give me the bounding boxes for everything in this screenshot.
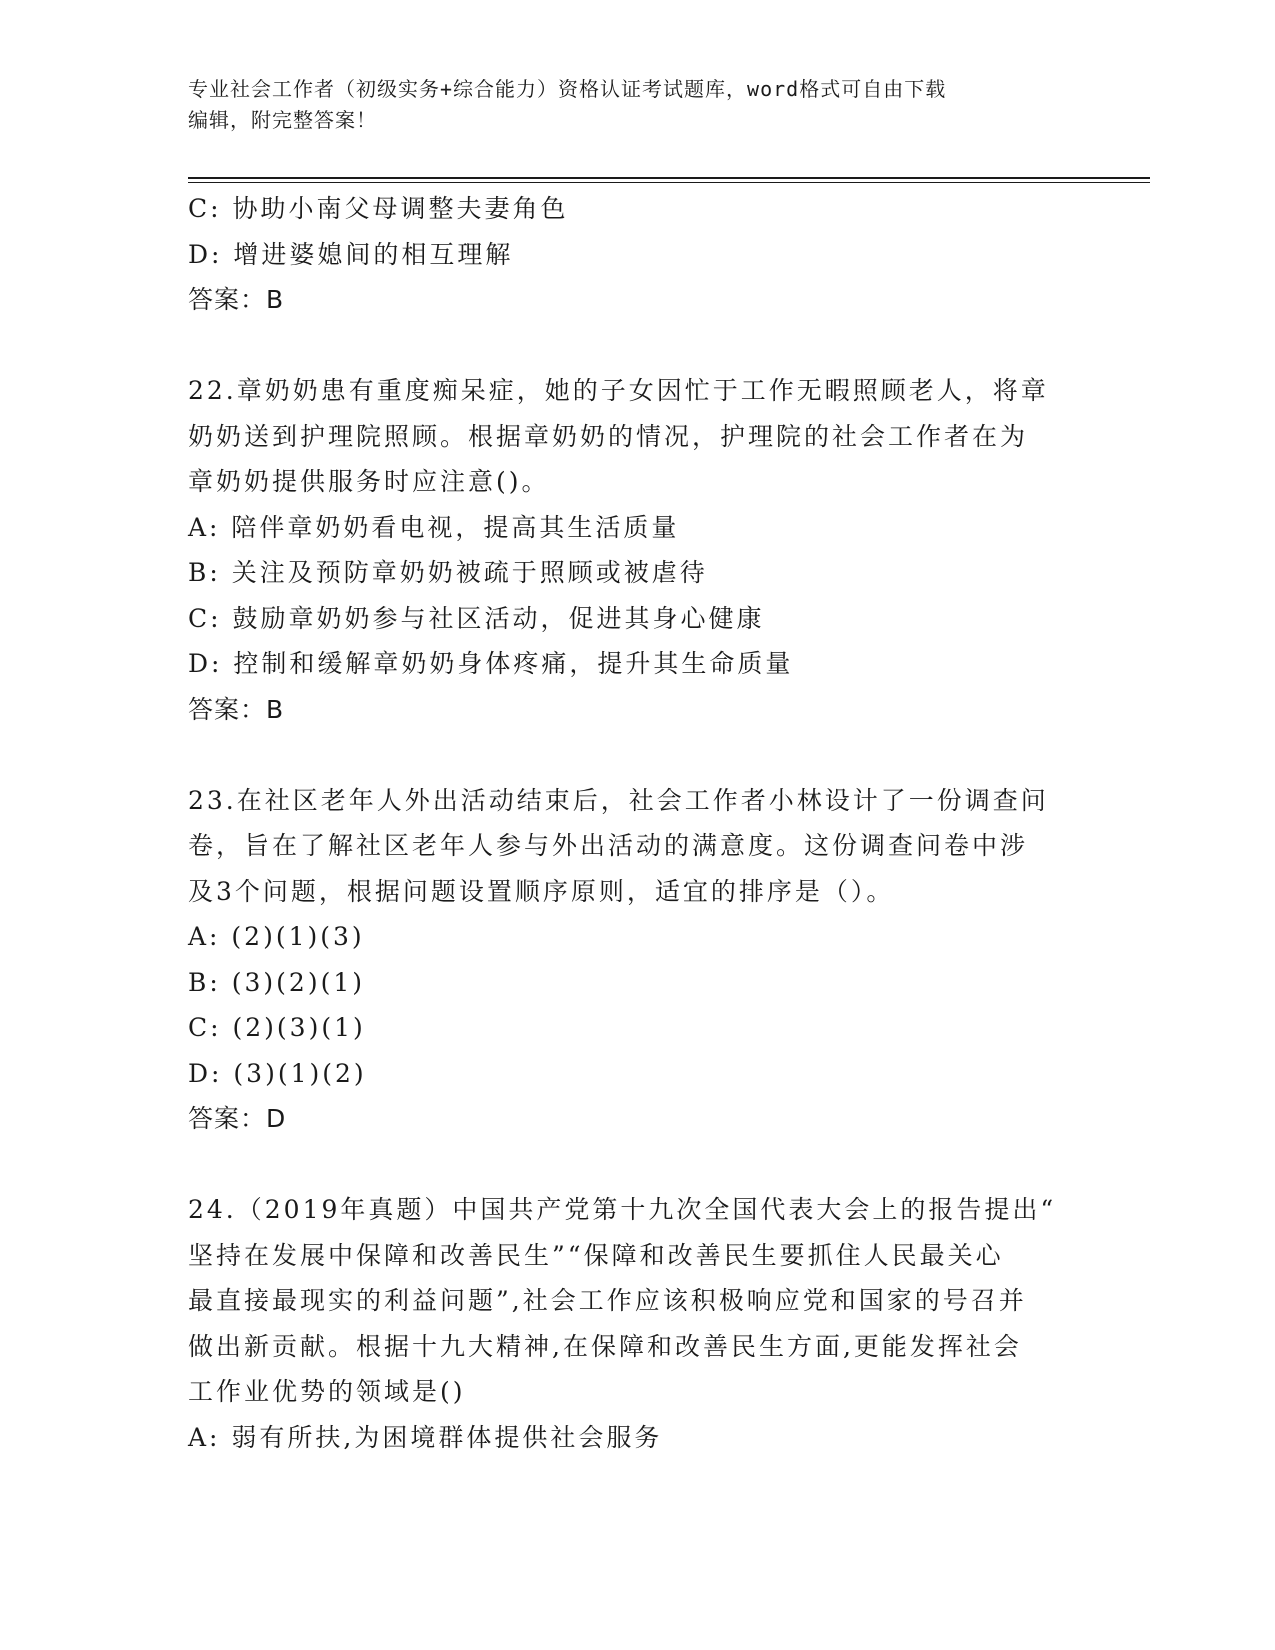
option-a: A: 陪伴章奶奶看电视，提高其生活质量 — [188, 512, 680, 542]
option-d: D: 增进婆媳间的相互理解 — [188, 239, 514, 269]
question-stem-line: 奶奶送到护理院照顾。根据章奶奶的情况，护理院的社会工作者在为 — [188, 421, 1029, 451]
option-b: B: 关注及预防章奶奶被疏于照顾或被虐待 — [188, 558, 708, 587]
question-stem-line: 23.在社区老年人外出活动结束后，社会工作者小林设计了一份调查问 — [188, 785, 1049, 815]
option-a: A: 弱有所扶,为困境群体提供社会服务 — [188, 1422, 663, 1452]
option-c: C: (2)(3)(1) — [188, 1013, 366, 1042]
question-stem-line: 最直接最现实的利益问题”,社会工作应该积极响应党和国家的号召并 — [188, 1286, 1027, 1315]
answer-line: 答案：B — [188, 285, 285, 314]
question-stem-line: 做出新贡献。根据十九大精神,在保障和改善民生方面,更能发挥社会 — [188, 1331, 1022, 1361]
question-stem-line: 24.（2019年真题）中国共产党第十九次全国代表大会上的报告提出“ — [188, 1195, 1057, 1224]
document-header — [188, 74, 1088, 136]
question-stem-line: 22.章奶奶患有重度痴呆症，她的子女因忙于工作无暇照顾老人，将章 — [188, 376, 1049, 405]
option-d: D: (3)(1)(2) — [188, 1058, 367, 1088]
question-stem-line: 坚持在发展中保障和改善民生”“保障和改善民生要抓住人民最关心 — [188, 1240, 1004, 1270]
question-22 — [188, 368, 1088, 732]
option-c: C: 鼓励章奶奶参与社区活动，促进其身心健康 — [188, 603, 765, 633]
answer-line: 答案：B — [188, 694, 285, 724]
question-stem-line: 工作业优势的领域是() — [188, 1377, 466, 1406]
option-c: C: 协助小南父母调整夫妻角色 — [188, 194, 569, 223]
question-content — [188, 186, 1088, 1460]
option-b: B: (3)(2)(1) — [188, 967, 365, 997]
question-stem-line: 卷，旨在了解社区老年人参与外出活动的满意度。这份调查问卷中涉 — [188, 831, 1029, 860]
header-line-2: 编辑，附完整答案！ — [188, 108, 377, 132]
option-a: A: (2)(1)(3) — [188, 922, 365, 951]
question-24 — [188, 1187, 1088, 1460]
header-divider-thick — [188, 177, 1150, 179]
option-d: D: 控制和缓解章奶奶身体疼痛，提升其生命质量 — [188, 649, 794, 678]
question-stem-line: 章奶奶提供服务时应注意()。 — [188, 467, 550, 496]
question-stem-line: 及3个问题，根据问题设置顺序原则，适宜的排序是（）。 — [188, 876, 895, 906]
header-line-1: 专业社会工作者（初级实务+综合能力）资格认证考试题库，word格式可自由下载 — [188, 77, 947, 101]
answer-line: 答案：D — [188, 1104, 287, 1133]
header-divider-thin — [188, 182, 1150, 183]
prev-question-block — [188, 186, 1088, 323]
question-23 — [188, 778, 1088, 1142]
